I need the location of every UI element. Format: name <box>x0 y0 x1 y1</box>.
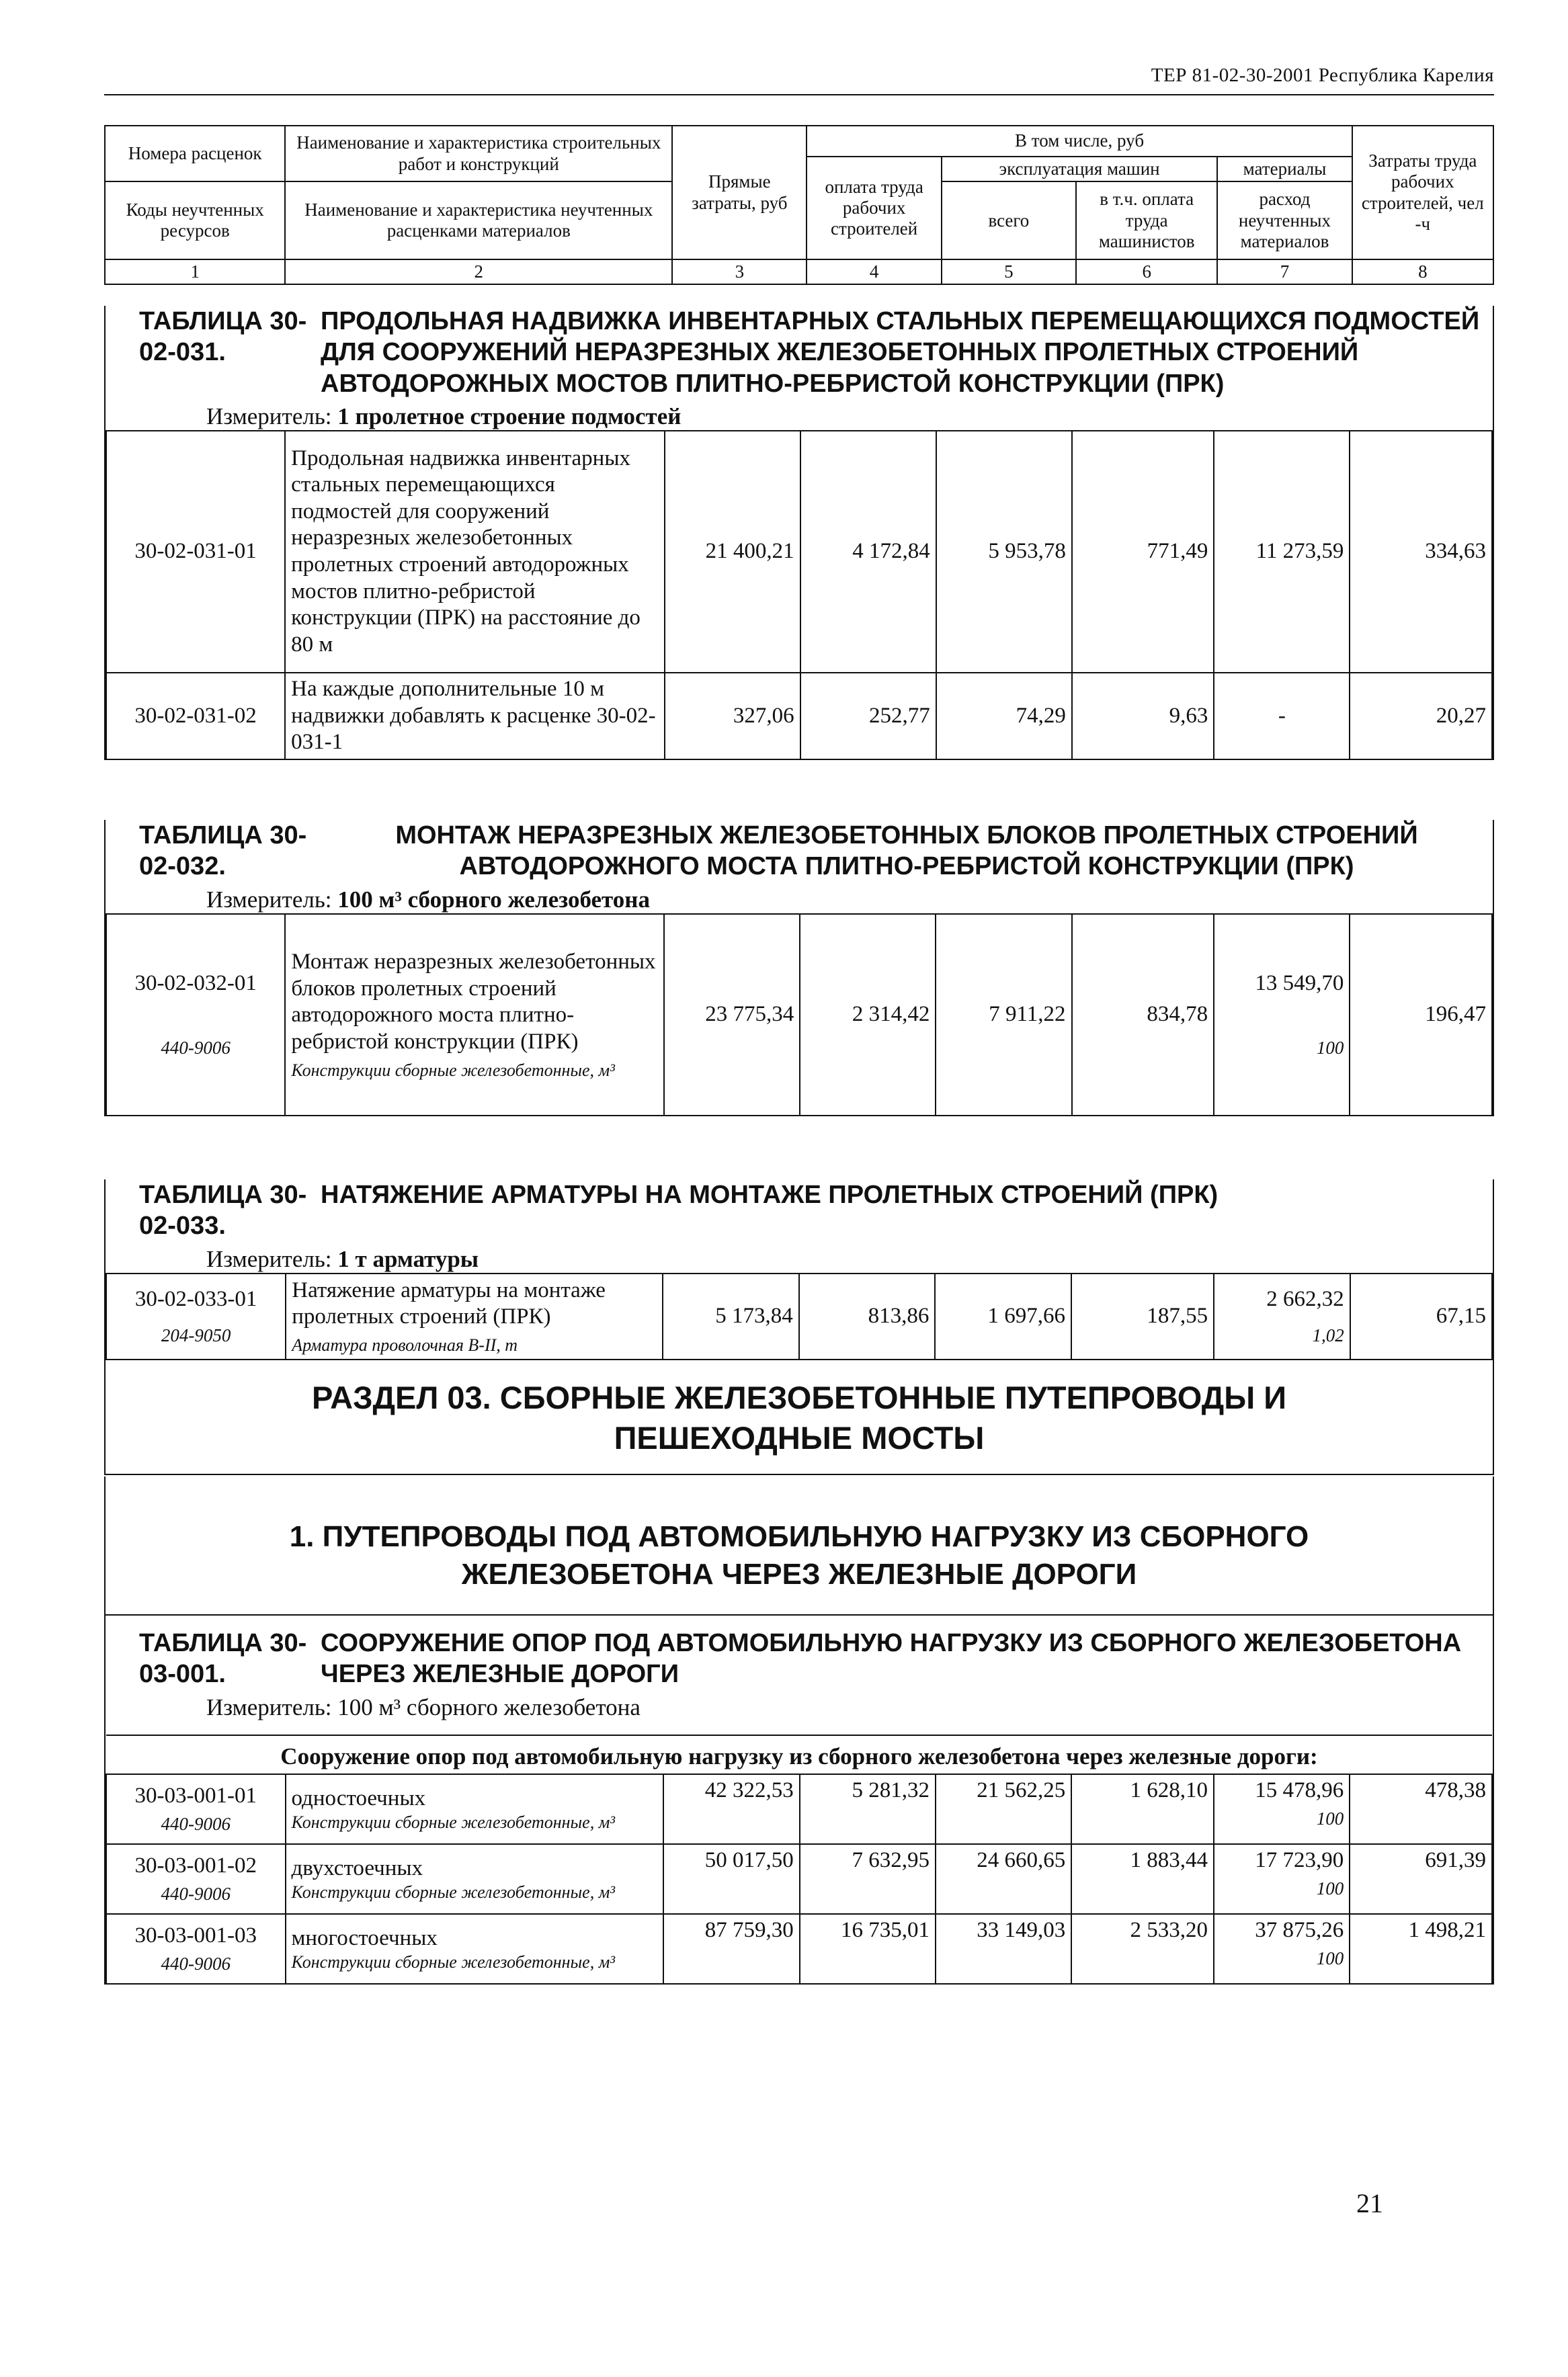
rate-code-cell <box>106 1274 286 1360</box>
rate-name: Натяжение арматуры на монтаже пролетных строений (ПРК) <box>292 1278 606 1329</box>
col-header-total: всего <box>942 181 1076 259</box>
measure-line <box>106 886 1493 913</box>
labor-hours: 1 498,21 <box>1350 1914 1492 1984</box>
table-row <box>106 431 1492 673</box>
rate-code: 30-03-001-03 <box>134 1923 257 1948</box>
rate-code: 30-02-033-01 <box>134 1286 257 1311</box>
labor-hours: 67,15 <box>1350 1274 1492 1360</box>
group-banner: Сооружение опор под автомобильную нагрузку из сборного железобетона через железные дороги: <box>106 1735 1492 1774</box>
resource-consumption: 100 <box>1316 1808 1344 1829</box>
rate-name: многостоечных <box>291 1925 438 1950</box>
table-label: ТАБЛИЦА 30-02-032. <box>139 821 307 881</box>
table-row <box>106 1914 1492 1984</box>
labor-pay: 5 281,32 <box>800 1774 936 1844</box>
rate-name: Продольная надвижка инвентарных стальных перемещающихся подмостей для сооружений неразрезных железобетонных пролетных строений автодорожных мостов плитно-ребристой конструкции (ПРК) на расстояние до 80 м <box>285 431 664 673</box>
col-header-direct-costs: Прямые затраты, руб <box>672 126 807 259</box>
table-title-text: ПРОДОЛЬНАЯ НАДВИЖКА ИНВЕНТАРНЫХ СТАЛЬНЫХ ПЕРЕМЕЩАЮЩИХСЯ ПОДМОСТЕЙ ДЛЯ СООРУЖЕНИЙ НЕРАЗРЕЗНЫХ ЖЕЛЕЗОБЕТОННЫХ ПРОЛЕТНЫХ СТРОЕНИЙ АВТОДОРОЖНЫХ МОСТОВ ПЛИТНО-РЕБРИСТОЙ КОНСТРУКЦИИ (ПРК) <box>321 307 1480 398</box>
labor-hours: 478,38 <box>1350 1774 1492 1844</box>
rate-name-cell <box>285 914 664 1116</box>
table-title-text: СООРУЖЕНИЕ ОПОР ПОД АВТОМОБИЛЬНУЮ НАГРУЗКУ ИЗ СБОРНОГО ЖЕЛЕЗОБЕТОНА ЧЕРЕЗ ЖЕЛЕЗНЫЕ ДОРОГИ <box>321 1629 1462 1689</box>
running-header: ТЕР 81-02-30-2001 Республика Карелия <box>1151 65 1494 86</box>
column-header-table <box>104 125 1494 285</box>
col-header-name-bottom: Наименование и характеристика неучтенных расценками материалов <box>285 181 672 259</box>
rate-name: двухстоечных <box>291 1855 423 1880</box>
resource-name: Конструкции сборные железобетонные, м³ <box>291 1812 616 1833</box>
section-03-heading <box>104 1351 1494 1475</box>
resource-name: Арматура проволочная В-II, т <box>292 1335 518 1356</box>
rate-code-cell <box>106 1774 286 1844</box>
table-30-03-001 <box>104 1614 1494 1985</box>
subsection-1-heading <box>104 1476 1494 1614</box>
labor-hours: 20,27 <box>1350 673 1492 759</box>
table-30-02-031 <box>104 306 1494 760</box>
table-title-text: МОНТАЖ НЕРАЗРЕЗНЫХ ЖЕЛЕЗОБЕТОННЫХ БЛОКОВ ПРОЛЕТНЫХ СТРОЕНИЙ АВТОДОРОЖНОГО МОСТА ПЛИТНО-РЕБРИСТОЙ КОНСТРУКЦИИ (ПРК) <box>395 821 1418 881</box>
col-header-codes-top: Номера расценок <box>105 126 285 181</box>
table-30-02-033 <box>104 1179 1494 1360</box>
col-header-materials: материалы <box>1217 157 1352 181</box>
rate-code: 30-03-001-01 <box>134 1783 257 1808</box>
machine-total: 7 911,22 <box>936 914 1071 1116</box>
col-number: 3 <box>672 259 807 284</box>
col-number: 8 <box>1352 259 1493 284</box>
table-row <box>106 1274 1492 1360</box>
materials: 13 549,70 <box>1255 970 1344 995</box>
col-number: 7 <box>1217 259 1352 284</box>
direct-costs: 42 322,53 <box>663 1774 799 1844</box>
measure-label: Измеритель: <box>206 403 332 430</box>
resource-name: Конструкции сборные железобетонные, м³ <box>291 1952 616 1972</box>
measure-value: 1 пролетное строение подмостей <box>337 403 682 430</box>
section-title: РАЗДЕЛ 03. СБОРНЫЕ ЖЕЛЕЗОБЕТОННЫЕ ПУТЕПРОВОДЫ И ПЕШЕХОДНЫЕ МОСТЫ <box>311 1380 1287 1456</box>
machinists-pay: 771,49 <box>1072 431 1214 673</box>
rate-code: 30-03-001-02 <box>134 1853 257 1878</box>
col-header-labor-pay: оплата труда рабочих строителей <box>807 157 941 259</box>
measure-value: 100 м³ сборного железобетона <box>337 1694 641 1720</box>
materials: 37 875,26 <box>1255 1917 1344 1942</box>
col-number: 6 <box>1076 259 1217 284</box>
table-row <box>106 914 1492 1116</box>
table-label: ТАБЛИЦА 30-02-031. <box>139 307 307 367</box>
materials: 11 273,59 <box>1214 431 1350 673</box>
col-header-in-that-number: В том числе, руб <box>807 126 1352 157</box>
rate-table <box>106 430 1493 760</box>
table-row <box>106 673 1492 759</box>
resource-code: 204-9050 <box>161 1325 231 1346</box>
col-number: 1 <box>105 259 285 284</box>
rate-code-cell <box>106 914 285 1116</box>
machinists-pay: 1 883,44 <box>1071 1844 1214 1914</box>
rate-name-cell <box>286 1914 664 1984</box>
page-number: 21 <box>1356 2188 1383 2218</box>
materials-cell <box>1214 1844 1350 1914</box>
machine-total: 5 953,78 <box>936 431 1072 673</box>
measure-label: Измеритель: <box>206 886 332 913</box>
machine-total: 21 562,25 <box>936 1774 1071 1844</box>
machine-total: 74,29 <box>936 673 1072 759</box>
rate-table <box>106 913 1493 1116</box>
col-header-materials-consumption: расход неучтенных материалов <box>1217 181 1352 259</box>
materials-cell <box>1214 1274 1350 1360</box>
machine-total: 24 660,65 <box>936 1844 1071 1914</box>
col-header-name-top: Наименование и характеристика строительных работ и конструкций <box>285 126 672 181</box>
header-rule <box>104 94 1494 95</box>
machinists-pay: 9,63 <box>1072 673 1214 759</box>
subsection-title: 1. ПУТЕПРОВОДЫ ПОД АВТОМОБИЛЬНУЮ НАГРУЗКУ ИЗ СБОРНОГО ЖЕЛЕЗОБЕТОНА ЧЕРЕЗ ЖЕЛЕЗНЫЕ ДОРОГИ <box>289 1520 1309 1591</box>
rate-code: 30-02-032-01 <box>134 970 257 995</box>
labor-pay: 2 314,42 <box>800 914 936 1116</box>
rate-code-cell <box>106 1844 286 1914</box>
col-header-labor-costs: Затраты труда рабочих строителей, чел -ч <box>1352 126 1493 259</box>
machinists-pay: 2 533,20 <box>1071 1914 1214 1984</box>
table-title <box>106 306 1493 399</box>
table-title <box>106 1628 1493 1690</box>
labor-hours: 196,47 <box>1350 914 1492 1116</box>
materials-cell <box>1214 1774 1350 1844</box>
labor-pay: 7 632,95 <box>800 1844 936 1914</box>
direct-costs: 50 017,50 <box>663 1844 799 1914</box>
rate-name-cell <box>286 1844 664 1914</box>
table-label: ТАБЛИЦА 30-02-033. <box>139 1181 307 1241</box>
materials: 15 478,96 <box>1255 1778 1344 1802</box>
resource-name: Конструкции сборные железобетонные, м³ <box>291 1060 615 1080</box>
col-number: 5 <box>942 259 1076 284</box>
measure-line <box>106 403 1493 430</box>
labor-pay: 252,77 <box>800 673 936 759</box>
resource-consumption: 100 <box>1316 1948 1344 1969</box>
rate-name: одностоечных <box>291 1786 426 1810</box>
labor-hours: 334,63 <box>1350 431 1492 673</box>
measure-line <box>106 1694 1493 1721</box>
table-row <box>106 1774 1492 1844</box>
col-header-machinists-pay: в т.ч. оплата труда машинистов <box>1076 181 1217 259</box>
labor-pay: 4 172,84 <box>800 431 936 673</box>
materials: - <box>1214 673 1350 759</box>
table-title-text: НАТЯЖЕНИЕ АРМАТУРЫ НА МОНТАЖЕ ПРОЛЕТНЫХ СТРОЕНИЙ (ПРК) <box>321 1181 1219 1209</box>
table-row <box>106 1844 1492 1914</box>
col-header-machine-operation: эксплуатация машин <box>942 157 1218 181</box>
materials: 2 662,32 <box>1266 1286 1344 1311</box>
machinists-pay: 1 628,10 <box>1071 1774 1214 1844</box>
machinists-pay: 187,55 <box>1071 1274 1214 1360</box>
machinists-pay: 834,78 <box>1072 914 1214 1116</box>
table-label: ТАБЛИЦА 30-03-001. <box>139 1629 307 1689</box>
rate-code-cell <box>106 1914 286 1984</box>
measure-value: 1 т арматуры <box>337 1245 479 1272</box>
resource-code: 440-9006 <box>161 1884 231 1905</box>
machine-total: 1 697,66 <box>935 1274 1071 1360</box>
resource-code: 440-9006 <box>161 1814 231 1835</box>
direct-costs: 21 400,21 <box>665 431 800 673</box>
resource-consumption: 100 <box>1316 1878 1344 1899</box>
resource-code: 440-9006 <box>161 1038 231 1058</box>
rate-table <box>106 1735 1493 1985</box>
materials-cell <box>1214 1914 1350 1984</box>
rate-code: 30-02-031-01 <box>106 431 285 673</box>
rate-name-cell <box>286 1274 663 1360</box>
labor-hours: 691,39 <box>1350 1844 1492 1914</box>
materials: 17 723,90 <box>1255 1847 1344 1872</box>
labor-pay: 16 735,01 <box>800 1914 936 1984</box>
measure-label: Измеритель: <box>206 1694 332 1720</box>
table-30-02-032 <box>104 820 1494 1116</box>
rate-code: 30-02-031-02 <box>106 673 285 759</box>
direct-costs: 327,06 <box>665 673 800 759</box>
resource-name: Конструкции сборные железобетонные, м³ <box>291 1882 616 1903</box>
machine-total: 33 149,03 <box>936 1914 1071 1984</box>
measure-value: 100 м³ сборного железобетона <box>337 886 650 913</box>
col-number: 4 <box>807 259 941 284</box>
measure-label: Измеритель: <box>206 1245 332 1272</box>
col-header-codes-bottom: Коды неучтенных ресурсов <box>105 181 285 259</box>
rate-name-cell <box>286 1774 664 1844</box>
table-title <box>106 1179 1493 1242</box>
rate-name: Монтаж неразрезных железобетонных блоков пролетных строений автодорожного моста плитно-ребристой конструкции (ПРК) <box>291 950 656 1054</box>
resource-consumption: 100 <box>1316 1038 1344 1058</box>
resource-consumption: 1,02 <box>1312 1325 1344 1346</box>
rate-table <box>106 1273 1493 1360</box>
table-title <box>106 820 1493 882</box>
labor-pay: 813,86 <box>799 1274 936 1360</box>
direct-costs: 5 173,84 <box>663 1274 799 1360</box>
rate-name: На каждые дополнительные 10 м надвижки добавлять к расценке 30-02-031-1 <box>285 673 664 759</box>
direct-costs: 23 775,34 <box>664 914 800 1116</box>
resource-code: 440-9006 <box>161 1954 231 1974</box>
direct-costs: 87 759,30 <box>663 1914 799 1984</box>
col-number: 2 <box>285 259 672 284</box>
materials-cell <box>1214 914 1350 1116</box>
measure-line <box>106 1246 1493 1273</box>
